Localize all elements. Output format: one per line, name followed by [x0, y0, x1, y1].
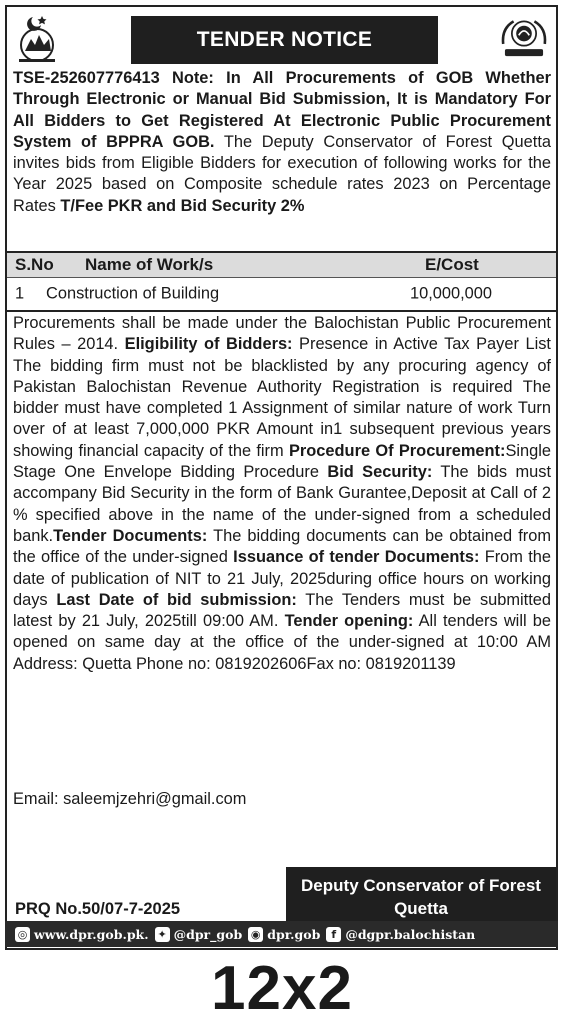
footer-twitter[interactable] — [155, 927, 243, 942]
bid-security-heading: Bid Security: — [327, 463, 433, 482]
social-footer — [5, 921, 558, 947]
row-estimated-cost: 10,000,000 — [410, 284, 493, 303]
facebook-icon: f — [326, 927, 341, 942]
bid-security-text: The bids must accompany Bid Security in the form of Bank Gurantee,Deposit at Call of 2 % specified above in the name of the under-signed from a scheduled bank. — [13, 463, 551, 545]
eligibility-heading: Eligibility of Bidders: — [124, 335, 293, 354]
row-sno: 1 — [15, 284, 25, 303]
tender-opening-heading: Tender opening: — [284, 612, 414, 631]
prq-number: PRQ No.50/07-7-2025 — [15, 900, 181, 918]
conditions-paragraph — [13, 313, 551, 675]
fee-security-note: T/Fee PKR and Bid Security 2% — [60, 196, 305, 215]
intro-text: The Deputy Conservator of Forest Quetta invites bids from Eligible Bidders for execution of following works for the Year 2025 based on Composite schedule rates 2023 on Percentage Rates — [13, 132, 551, 215]
facebook-handle: @dgpr.balochistan — [345, 926, 476, 942]
footer-website[interactable] — [15, 927, 149, 942]
tender-documents-heading: Tender Documents: — [53, 526, 208, 545]
signatory-title: Deputy Conservator of Forest — [301, 876, 541, 895]
notice-title: TENDER NOTICE — [131, 16, 438, 64]
issuance-text: From the date of publication of NIT to 21 July, 2025during office hours on working days — [13, 548, 551, 609]
twitter-icon: ✦ — [155, 927, 170, 942]
tender-opening-text: All tenders will be opened on same day at the office of the under-signed at 10:00 AM Address: Quetta Phone no: 0819202606Fax no: 0819201139 — [13, 612, 551, 673]
last-date-heading: Last Date of bid submission: — [56, 590, 297, 609]
intro-paragraph — [13, 68, 551, 217]
signatory-location: Quetta — [394, 899, 448, 918]
works-table-header — [7, 251, 556, 278]
globe-icon: ◎ — [15, 927, 30, 942]
tender-reference-note: TSE-252607776413 Note: In All Procurements of GOB Whether Through Electronic or Manual Bid Submission, It is Mandatory For All Bidders to Get Registered At Electronic Public Procurement System of BPPRA GOB. — [13, 69, 551, 151]
row-work-name: Construction of Building — [46, 284, 220, 303]
dgpr-seal-icon — [498, 11, 550, 63]
tender-notice — [5, 5, 558, 950]
footer-instagram[interactable] — [248, 927, 320, 942]
footer-facebook[interactable] — [326, 927, 475, 942]
procedure-text: Single Stage One Envelope Bidding Procedure — [13, 441, 551, 482]
instagram-icon: ◉ — [248, 927, 263, 942]
tender-documents-text: The bidding documents can be obtained from the office of the under-signed — [13, 526, 551, 567]
eligibility-text: Presence in Active Tax Payer List The bidding firm must not be blacklisted by any procuring agency of Pakistan Balochistan Revenue Authority Registration is required The bidder must have completed 1 Assignment of similar nature of work Turn over of at least 7,000,000 PKR Amount in1 subsequent previous years showing financial capacity of the firm — [13, 335, 551, 460]
instagram-handle: dpr.gob — [267, 926, 321, 942]
col-sno-header: S.No — [15, 255, 54, 274]
website-text: www.dpr.gob.pk. — [34, 926, 149, 942]
contact-email: Email: saleemjzehri@gmail.com — [13, 790, 247, 808]
twitter-handle: @dpr_gob — [173, 926, 243, 942]
balochistan-emblem-icon — [11, 11, 63, 63]
col-name-header: Name of Work/s — [85, 255, 214, 274]
table-row — [7, 278, 556, 312]
procedure-heading: Procedure Of Procurement: — [288, 441, 506, 460]
col-cost-header: E/Cost — [425, 255, 479, 274]
issuance-heading: Issuance of tender Documents: — [233, 548, 480, 567]
ad-size-label: 12x2 — [211, 954, 353, 1023]
last-date-text: The Tenders must be submitted latest by 21 July, 2025till 09:00 AM. — [13, 590, 552, 631]
signatory-box — [286, 867, 556, 927]
procurement-rules-text: Procurements shall be made under the Balochistan Public Procurement Rules – 2014. — [13, 314, 551, 354]
